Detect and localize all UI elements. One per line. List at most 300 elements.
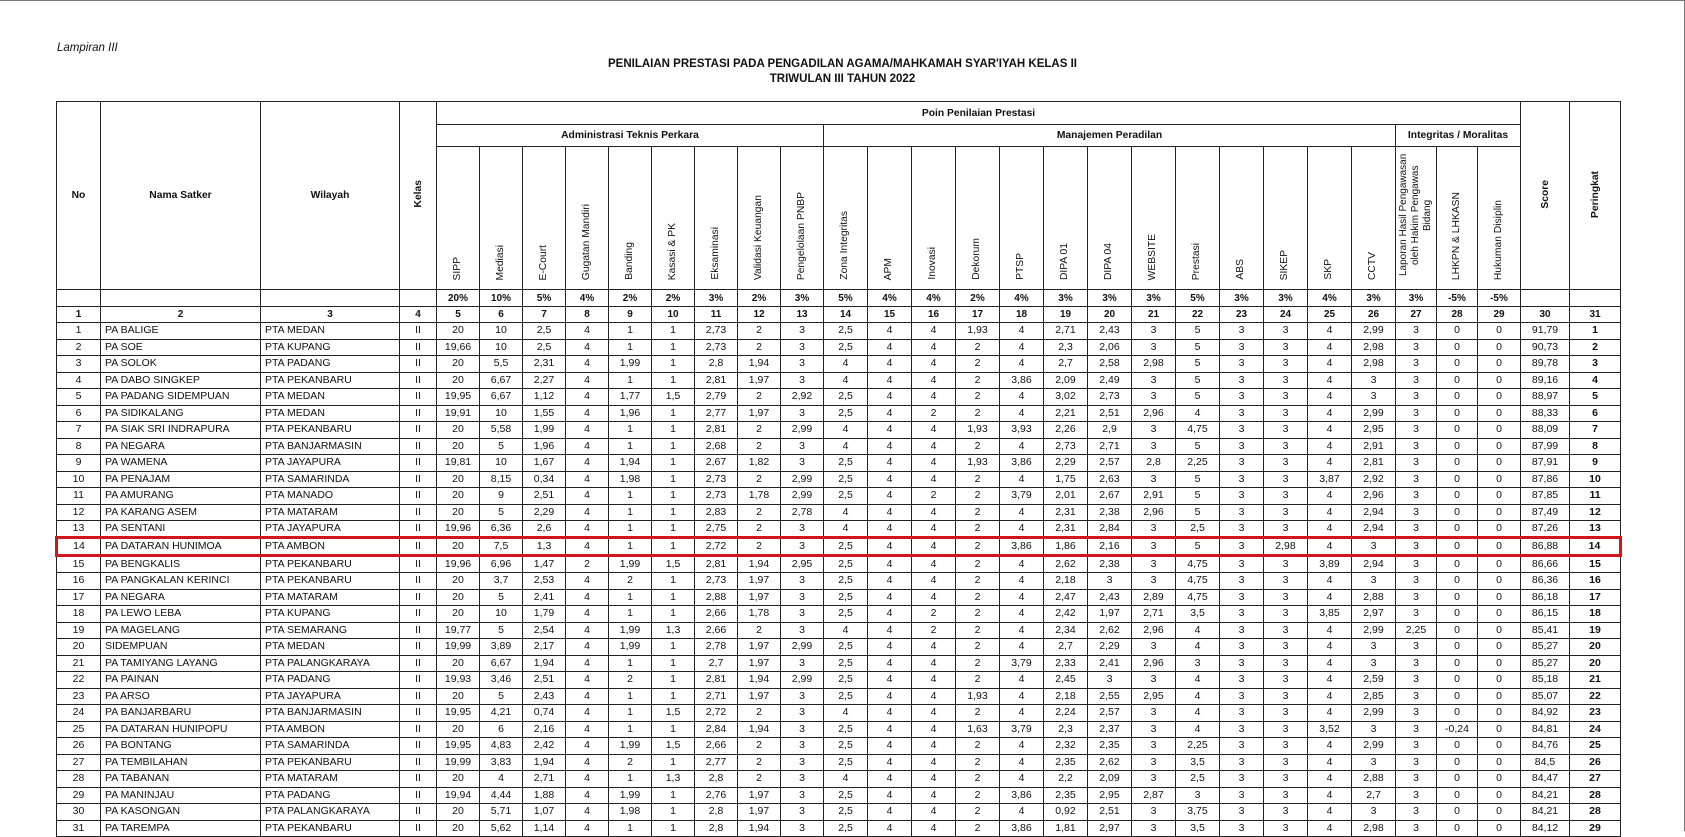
table-cell: II: [400, 389, 437, 406]
table-cell: 3: [1352, 372, 1396, 389]
table-cell: 3: [1132, 672, 1176, 689]
table-cell: 20: [437, 655, 480, 672]
table-cell: 1,78: [738, 488, 781, 505]
col-header-no: No: [57, 102, 101, 290]
table-cell: 0: [1437, 455, 1478, 472]
column-number: 31: [1570, 307, 1621, 323]
table-cell: 3: [1396, 356, 1437, 373]
table-cell: 28: [57, 771, 101, 788]
table-cell: 19,94: [437, 787, 480, 804]
table-cell: 4: [1308, 422, 1352, 439]
table-cell: 3: [1352, 721, 1396, 738]
table-cell: 4: [1000, 672, 1044, 689]
table-row: [57, 323, 1621, 340]
table-cell: 3,79: [1000, 721, 1044, 738]
table-cell: 4: [824, 356, 868, 373]
table-cell: 3: [1132, 471, 1176, 488]
table-cell: 0: [1437, 589, 1478, 606]
col-header-kelas: [400, 102, 437, 290]
table-cell: 2: [956, 738, 1000, 755]
table-cell: 1,94: [738, 556, 781, 573]
criteria-header: [1000, 147, 1044, 290]
table-cell: 4: [868, 556, 912, 573]
table-cell: 3: [1220, 721, 1264, 738]
cell-nama-satker: PA ARSO: [101, 688, 261, 705]
table-cell: 1,88: [523, 787, 566, 804]
table-cell: 3: [1132, 389, 1176, 406]
cell-nama-satker: PA BANJARBARU: [101, 705, 261, 722]
table-cell: 3: [781, 606, 824, 623]
table-cell: 3: [1220, 688, 1264, 705]
table-cell: 2,5: [824, 820, 868, 837]
table-cell: 2,26: [1044, 422, 1088, 439]
column-number: 3: [261, 307, 400, 323]
table-cell: 2: [956, 771, 1000, 788]
table-cell: 3: [781, 323, 824, 340]
table-cell: 2: [912, 405, 956, 422]
table-cell: 3: [1220, 405, 1264, 422]
criteria-label: Gugatan Mandiri: [580, 203, 592, 280]
table-cell: 1: [652, 688, 695, 705]
table-cell: 0,92: [1044, 804, 1088, 821]
table-cell: 3: [781, 521, 824, 538]
table-cell: 1: [652, 521, 695, 538]
criteria-header: [868, 147, 912, 290]
header-row-weights: [57, 290, 1621, 307]
table-cell: 4: [566, 787, 609, 804]
table-cell: 3: [781, 573, 824, 590]
col-header-score-label: Score: [1539, 179, 1551, 209]
weight-cell: 2%: [652, 290, 695, 307]
table-cell: 2,75: [695, 521, 738, 538]
table-cell: 2: [956, 804, 1000, 821]
table-cell: 6,67: [480, 372, 523, 389]
table-cell: 0: [1437, 771, 1478, 788]
table-row: [57, 754, 1621, 771]
table-cell: 1,97: [1088, 606, 1132, 623]
weight-cell: -5%: [1478, 290, 1521, 307]
table-cell: 1,14: [523, 820, 566, 837]
criteria-label: Pengelolaan PNBP: [795, 191, 807, 280]
table-cell: 2,67: [695, 455, 738, 472]
table-cell: 4: [868, 521, 912, 538]
table-cell: 4: [1176, 639, 1220, 656]
table-cell: 0: [1478, 323, 1521, 340]
table-cell: 0: [1437, 438, 1478, 455]
table-cell: 2: [912, 606, 956, 623]
table-row: [57, 455, 1621, 472]
table-cell: 85,07: [1521, 688, 1570, 705]
table-cell: 0: [1478, 356, 1521, 373]
table-cell: 3: [1264, 787, 1308, 804]
table-cell: 3: [781, 405, 824, 422]
table-cell: 4: [912, 339, 956, 356]
weight-cell: 4%: [868, 290, 912, 307]
table-cell: 3: [781, 705, 824, 722]
table-cell: 3: [1396, 471, 1437, 488]
cell-peringkat: 18: [1570, 606, 1621, 623]
weight-spacer: [400, 290, 437, 307]
criteria-header: [480, 147, 523, 290]
table-cell: 4: [1308, 639, 1352, 656]
table-cell: 2: [738, 538, 781, 556]
table-cell: II: [400, 372, 437, 389]
table-cell: 1: [609, 323, 652, 340]
table-cell: 3: [1264, 820, 1308, 837]
criteria-label: Prestasi: [1191, 242, 1203, 280]
table-cell: 4: [1000, 504, 1044, 521]
table-cell: 2,43: [1088, 589, 1132, 606]
table-cell: 2,5: [824, 787, 868, 804]
cell-wilayah: PTA MATARAM: [261, 771, 400, 788]
table-cell: 2: [956, 787, 1000, 804]
table-cell: 2: [956, 705, 1000, 722]
table-cell: 2,99: [1352, 323, 1396, 340]
table-cell: 4: [1176, 721, 1220, 738]
table-cell: 4: [912, 804, 956, 821]
table-cell: 5: [480, 504, 523, 521]
table-cell: 4: [1308, 339, 1352, 356]
table-cell: 2: [956, 820, 1000, 837]
table-cell: 4: [824, 521, 868, 538]
cell-nama-satker: PA TEMBILAHAN: [101, 754, 261, 771]
table-cell: 25: [57, 721, 101, 738]
weight-cell: 5%: [523, 290, 566, 307]
table-cell: 6: [480, 721, 523, 738]
table-cell: 4: [1308, 820, 1352, 837]
weight-cell: 5%: [824, 290, 868, 307]
table-cell: 2,29: [1088, 639, 1132, 656]
criteria-header: [1132, 147, 1176, 290]
table-cell: 3: [1264, 754, 1308, 771]
table-cell: 2,43: [1088, 323, 1132, 340]
table-cell: 2,73: [1044, 438, 1088, 455]
table-cell: -0,24: [1437, 721, 1478, 738]
criteria-label: E-Court: [537, 244, 549, 280]
column-number: 28: [1437, 307, 1478, 323]
table-cell: 2,5: [824, 538, 868, 556]
table-cell: 4: [868, 323, 912, 340]
table-cell: 20: [437, 471, 480, 488]
table-cell: 5,58: [480, 422, 523, 439]
table-cell: 2,71: [1044, 323, 1088, 340]
table-cell: 1: [609, 339, 652, 356]
cell-nama-satker: PA TABANAN: [101, 771, 261, 788]
table-cell: 2: [956, 655, 1000, 672]
criteria-label: LHKPN & LHKASN: [1450, 191, 1462, 280]
table-cell: 2,68: [695, 438, 738, 455]
table-cell: 4: [912, 471, 956, 488]
table-cell: 3: [1396, 606, 1437, 623]
table-cell: 4: [868, 455, 912, 472]
table-cell: 2,5: [824, 488, 868, 505]
table-cell: 19,81: [437, 455, 480, 472]
table-cell: 4: [912, 771, 956, 788]
table-cell: 2,6: [523, 521, 566, 538]
table-cell: 3: [1132, 738, 1176, 755]
table-cell: 2,51: [1088, 804, 1132, 821]
table-cell: 3: [781, 455, 824, 472]
table-cell: 2: [956, 339, 1000, 356]
table-cell: 19,95: [437, 389, 480, 406]
table-cell: 3: [781, 622, 824, 639]
table-cell: 4: [566, 820, 609, 837]
table-cell: 3: [1396, 538, 1437, 556]
table-cell: 3: [1220, 556, 1264, 573]
table-cell: 2,47: [1044, 589, 1088, 606]
table-cell: 4: [824, 422, 868, 439]
table-cell: 11: [57, 488, 101, 505]
table-cell: 13: [57, 521, 101, 538]
table-cell: II: [400, 438, 437, 455]
table-cell: 19,99: [437, 754, 480, 771]
table-cell: 3: [781, 339, 824, 356]
table-cell: 5: [480, 622, 523, 639]
column-number: 6: [480, 307, 523, 323]
table-cell: 2,99: [781, 422, 824, 439]
table-cell: 2,34: [1044, 622, 1088, 639]
table-cell: II: [400, 787, 437, 804]
table-cell: 4: [868, 422, 912, 439]
table-cell: 2,32: [1044, 738, 1088, 755]
table-cell: 1,93: [956, 688, 1000, 705]
table-cell: 5: [57, 389, 101, 406]
table-cell: 2: [956, 356, 1000, 373]
criteria-header: [956, 147, 1000, 290]
table-cell: 4: [824, 622, 868, 639]
table-cell: 2,5: [824, 804, 868, 821]
table-cell: 2,5: [824, 405, 868, 422]
table-cell: II: [400, 771, 437, 788]
table-cell: 3: [1396, 804, 1437, 821]
table-cell: 4: [1000, 389, 1044, 406]
table-cell: 3: [1264, 405, 1308, 422]
table-cell: 4: [566, 488, 609, 505]
table-cell: 3: [1264, 488, 1308, 505]
cell-wilayah: PTA JAYAPURA: [261, 688, 400, 705]
table-cell: 4: [1000, 622, 1044, 639]
table-cell: 4: [57, 372, 101, 389]
table-cell: 1: [609, 488, 652, 505]
table-cell: 4: [1000, 738, 1044, 755]
table-cell: 20: [437, 488, 480, 505]
table-cell: 2,5: [1176, 771, 1220, 788]
table-cell: II: [400, 504, 437, 521]
criteria-header: [1220, 147, 1264, 290]
table-cell: 2,73: [695, 573, 738, 590]
table-cell: 2: [609, 573, 652, 590]
table-cell: 2,5: [1176, 521, 1220, 538]
table-cell: 0: [1478, 804, 1521, 821]
table-cell: 20: [437, 422, 480, 439]
table-cell: 1,5: [652, 389, 695, 406]
cell-wilayah: PTA PALANGKARAYA: [261, 655, 400, 672]
document-title: PENILAIAN PRESTASI PADA PENGADILAN AGAMA/MAHKAMAH SYAR'IYAH KELAS II: [608, 58, 1077, 70]
table-cell: 2,29: [523, 504, 566, 521]
table-cell: 2,5: [824, 455, 868, 472]
table-cell: 4: [868, 820, 912, 837]
table-cell: 2,5: [824, 655, 868, 672]
table-cell: 4: [1308, 705, 1352, 722]
table-cell: 4: [566, 323, 609, 340]
table-cell: 4: [868, 622, 912, 639]
table-cell: 4: [566, 521, 609, 538]
table-cell: 4: [912, 787, 956, 804]
table-cell: 0: [1437, 688, 1478, 705]
table-cell: 4: [566, 455, 609, 472]
cell-wilayah: PTA PEKANBARU: [261, 372, 400, 389]
table-cell: 4: [566, 422, 609, 439]
table-cell: 2: [738, 521, 781, 538]
table-cell: 3: [1264, 556, 1308, 573]
table-cell: 3: [1396, 372, 1437, 389]
table-cell: 2,5: [824, 389, 868, 406]
criteria-label: SIKEP: [1279, 249, 1291, 280]
weight-cell: 4%: [912, 290, 956, 307]
table-cell: 4: [1000, 405, 1044, 422]
column-number: 9: [609, 307, 652, 323]
table-cell: 4: [912, 820, 956, 837]
column-number: 19: [1044, 307, 1088, 323]
table-cell: 4: [566, 622, 609, 639]
table-cell: 2,7: [1044, 639, 1088, 656]
weight-cell: 4%: [1000, 290, 1044, 307]
table-cell: 3: [1352, 538, 1396, 556]
table-cell: 1,63: [956, 721, 1000, 738]
cell-nama-satker: PA BENGKALIS: [101, 556, 261, 573]
table-cell: 1: [652, 589, 695, 606]
table-cell: 0: [1437, 521, 1478, 538]
table-cell: 4: [912, 372, 956, 389]
table-cell: 1: [609, 538, 652, 556]
table-cell: 2,71: [1088, 438, 1132, 455]
cell-nama-satker: PA WAMENA: [101, 455, 261, 472]
table-cell: 2,57: [1088, 705, 1132, 722]
table-row-highlighted: [57, 538, 1621, 556]
table-cell: 4: [868, 787, 912, 804]
criteria-header: [1308, 147, 1352, 290]
table-cell: 2,76: [695, 787, 738, 804]
weight-cell: 5%: [1176, 290, 1220, 307]
criteria-header: [566, 147, 609, 290]
table-cell: 2: [956, 504, 1000, 521]
table-row: [57, 504, 1621, 521]
column-number: 27: [1396, 307, 1437, 323]
table-cell: 3: [1132, 438, 1176, 455]
table-cell: 6: [57, 405, 101, 422]
table-cell: 3: [781, 787, 824, 804]
table-cell: 0: [1437, 820, 1478, 837]
table-cell: 1,75: [1044, 471, 1088, 488]
column-number: 7: [523, 307, 566, 323]
table-cell: 0: [1437, 389, 1478, 406]
table-cell: 4: [868, 738, 912, 755]
table-cell: 3: [1264, 606, 1308, 623]
table-cell: 86,88: [1521, 538, 1570, 556]
table-cell: 20: [437, 606, 480, 623]
table-cell: 4: [868, 721, 912, 738]
table-cell: 31: [57, 820, 101, 837]
table-cell: 3: [1264, 455, 1308, 472]
table-cell: 2,96: [1132, 622, 1176, 639]
table-cell: 19,93: [437, 672, 480, 689]
table-cell: 1,99: [609, 556, 652, 573]
table-cell: 5: [480, 589, 523, 606]
table-cell: 1,97: [738, 405, 781, 422]
table-cell: 4: [1000, 339, 1044, 356]
table-cell: 1,82: [738, 455, 781, 472]
table-cell: 2: [609, 672, 652, 689]
table-cell: 2,43: [523, 688, 566, 705]
table-cell: 4: [1000, 521, 1044, 538]
table-cell: 89,78: [1521, 356, 1570, 373]
table-cell: 0: [1478, 339, 1521, 356]
table-cell: II: [400, 655, 437, 672]
table-cell: 87,86: [1521, 471, 1570, 488]
table-cell: 2,81: [695, 422, 738, 439]
table-cell: 7: [57, 422, 101, 439]
cell-nama-satker: PA TAMIYANG LAYANG: [101, 655, 261, 672]
criteria-header: [609, 147, 652, 290]
table-cell: 84,47: [1521, 771, 1570, 788]
table-cell: II: [400, 323, 437, 340]
criteria-header: [1352, 147, 1396, 290]
table-cell: 4: [1176, 622, 1220, 639]
table-cell: 2,5: [824, 721, 868, 738]
table-row: [57, 405, 1621, 422]
table-cell: 2: [912, 488, 956, 505]
table-cell: 20: [437, 721, 480, 738]
table-cell: 3: [1264, 422, 1308, 439]
table-cell: II: [400, 622, 437, 639]
table-cell: 4: [1308, 356, 1352, 373]
table-cell: 3: [1220, 504, 1264, 521]
cell-peringkat: 11: [1570, 488, 1621, 505]
table-cell: 4: [868, 504, 912, 521]
table-cell: 4: [566, 705, 609, 722]
criteria-header: [437, 147, 480, 290]
cell-nama-satker: PA DATARAN HUNIPOPU: [101, 721, 261, 738]
table-cell: 2,31: [1044, 521, 1088, 538]
table-cell: 2,8: [695, 804, 738, 821]
weight-cell: 10%: [480, 290, 523, 307]
criteria-label: Validasi Keuangan: [752, 194, 764, 280]
weight-spacer: [101, 290, 261, 307]
table-cell: 4: [912, 573, 956, 590]
table-cell: 4: [1308, 389, 1352, 406]
table-cell: 2,96: [1132, 405, 1176, 422]
table-cell: 3: [1264, 804, 1308, 821]
table-cell: 3: [1132, 721, 1176, 738]
cell-wilayah: PTA PEKANBARU: [261, 573, 400, 590]
table-cell: 20: [437, 771, 480, 788]
table-cell: 20: [437, 372, 480, 389]
table-cell: 3: [1220, 738, 1264, 755]
table-cell: 3: [1396, 672, 1437, 689]
table-cell: 0: [1437, 606, 1478, 623]
table-cell: 1,97: [738, 688, 781, 705]
table-cell: 3: [1132, 804, 1176, 821]
table-cell: 1: [609, 438, 652, 455]
table-cell: 20: [437, 538, 480, 556]
table-cell: 3: [1396, 504, 1437, 521]
table-cell: 19,91: [437, 405, 480, 422]
table-cell: 4: [868, 488, 912, 505]
table-cell: 2,51: [1088, 405, 1132, 422]
table-cell: 4: [824, 504, 868, 521]
table-cell: 2,25: [1176, 738, 1220, 755]
criteria-label: Inovasi: [927, 247, 939, 280]
